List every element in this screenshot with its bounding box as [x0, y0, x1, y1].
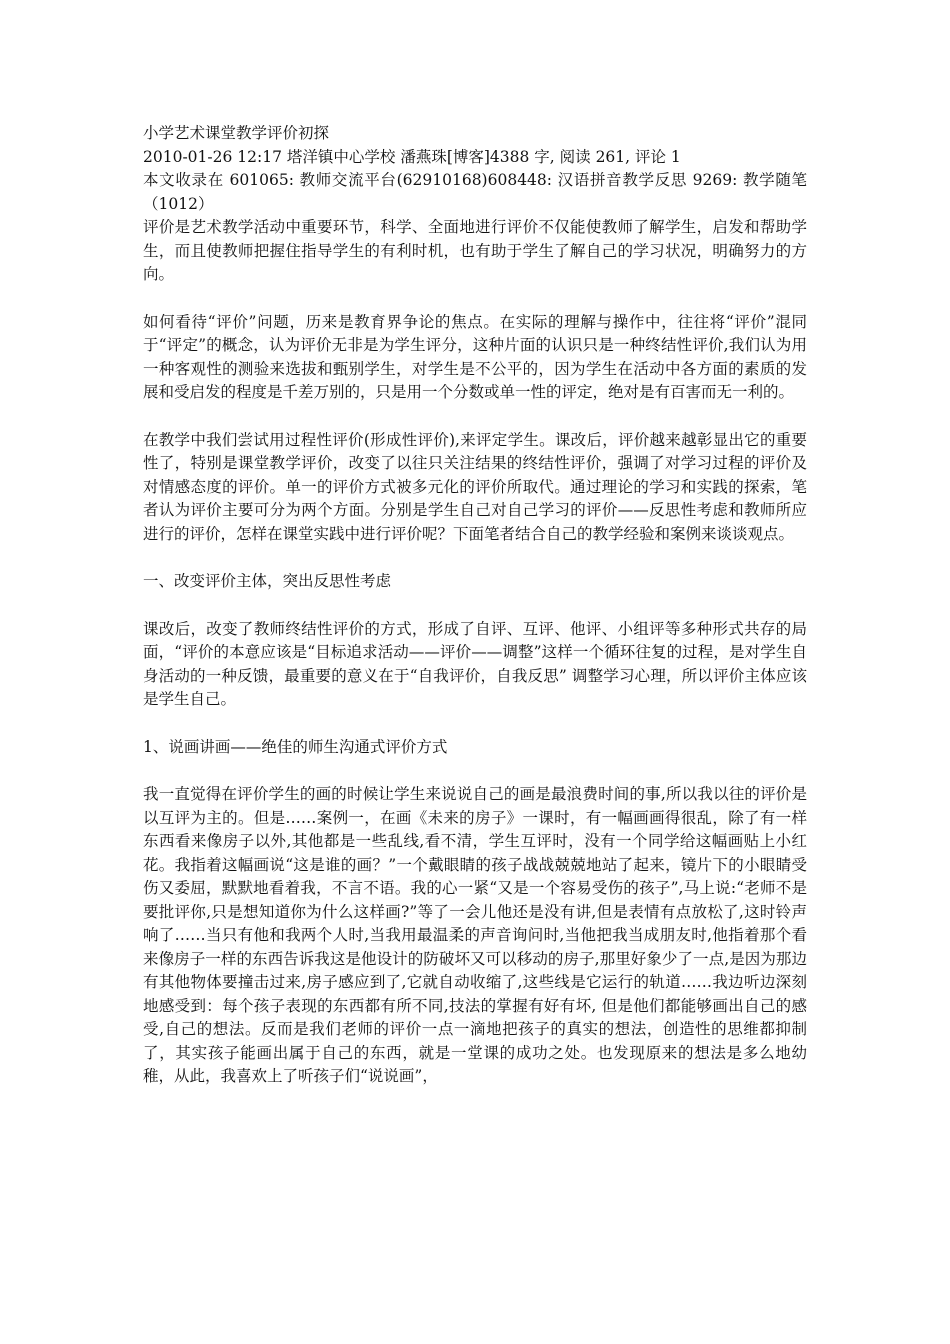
document-meta-line: 2010-01-26 12:17 塔洋镇中心学校 潘燕珠[博客]4388 字, 阅读 261, 评论 1 — [143, 147, 681, 166]
document-title: 小学艺术课堂教学评价初探 — [143, 124, 330, 142]
paragraph-gap — [143, 546, 807, 570]
paragraph-gap — [143, 405, 807, 429]
subsection-heading-1: 1、说画讲画——绝佳的师生沟通式评价方式 — [143, 737, 448, 756]
paragraph-gap — [143, 287, 807, 311]
paragraph-gap — [143, 712, 807, 736]
paragraph-gap — [143, 594, 807, 618]
process-evaluation-paragraph: 在教学中我们尝试用过程性评价(形成性评价),来评定学生。课改后，评价越来越彰显出它的重要性了，特别是课堂教学评价，改变了以往只关注结果的终结性评价，强调了对学习过程的评价及对情感态度的评价。单一的评价方式被多元化的评价所取代。通过理论的学习和实践的探索，笔者认为评价主要可分为两个方面。分别是学生自己对自己学习的评价——反思性考虑和教师所应进行的评价，怎样在课堂实践中进行评价呢？下面笔者结合自己的教学经验和案例来谈谈观点。 — [143, 430, 807, 543]
evaluation-views-paragraph: 如何看待“评价”问题，历来是教育界争论的焦点。在实际的理解与操作中，往往将“评价”混同于“评定”的概念，认为评价无非是为学生评分，这种片面的认识只是一种终结性评价,我们认为用一种客观性的测验来选拔和甄别学生，对学生是不公平的，因为学生在活动中各方面的素质的发展和受启发的程度是千差万别的，只是用一个分数或单一性的评定，绝对是有百害而无一利的。 — [143, 312, 807, 401]
document-page — [143, 122, 807, 1089]
intro-paragraph: 评价是艺术教学活动中重要环节，科学、全面地进行评价不仅能使教师了解学生，启发和帮助学生，而且使教师把握住指导学生的有利时机，也有助于学生了解自己的学习状况，明确努力的方向。 — [143, 218, 807, 283]
section-heading-1: 一、改变评价主体，突出反思性考虑 — [143, 572, 392, 590]
case-study-paragraph: 我一直觉得在评价学生的画的时候让学生来说说自己的画是最浪费时间的事,所以我以往的评价是以互评为主的。但是……案例一，在画《未来的房子》一课时，有一幅画画得很乱，除了有一样东西看来像房子以外,其他都是一些乱线,看不清，学生互评时，没有一个同学给这幅画贴上小红花。我指着这幅画说“这是谁的画？”一个戴眼睛的孩子战战兢兢地站了起来，镜片下的小眼睛受伤又委屈，默默地看着我，不言不语。我的心一紧“又是一个容易受伤的孩子”,马上说:“老师不是要批评你,只是想知道你为什么这样画?”等了一会儿他还是没有讲,但是表情有点放松了,这时铃声响了……当只有他和我两个人时,当我用最温柔的声音询问时,当他把我当成朋友时,他指着那个看来像房子一样的东西告诉我这是他设计的防破坏又可以移动的房子,那里好象少了一点,是因为那边有其他物体要撞击过来,房子感应到了,它就自动收缩了,这些线是它运行的轨道……我边听边深刻地感受到：每个孩子表现的东西都有所不同,技法的掌握有好有坏, 但是他们都能够画出自己的感受,自己的想法。反而是我们老师的评价一点一滴地把孩子的真实的想法，创造性的思维都抑制了，其实孩子能画出属于自己的东西，就是一堂课的成功之处。也发现原来的想法是多么地幼稚，从此，我喜欢上了听孩子们“说说画”， — [143, 785, 807, 1085]
evaluation-subject-paragraph: 课改后，改变了教师终结性评价的方式，形成了自评、互评、他评、小组评等多种形式共存的局面，“评价的本意应该是“目标追求活动——评价——调整”这样一个循环往复的过程，是对学生自身活动的一种反馈，最重要的意义在于“自我评价，自我反思” 调整学习心理，所以评价主体应该是学生自己。 — [143, 619, 807, 708]
document-collection-line: 本文收录在 601065: 教师交流平台(62910168)608448: 汉语拼音教学反思 9269: 教学随笔（1012） — [143, 171, 807, 213]
paragraph-gap — [143, 759, 807, 783]
